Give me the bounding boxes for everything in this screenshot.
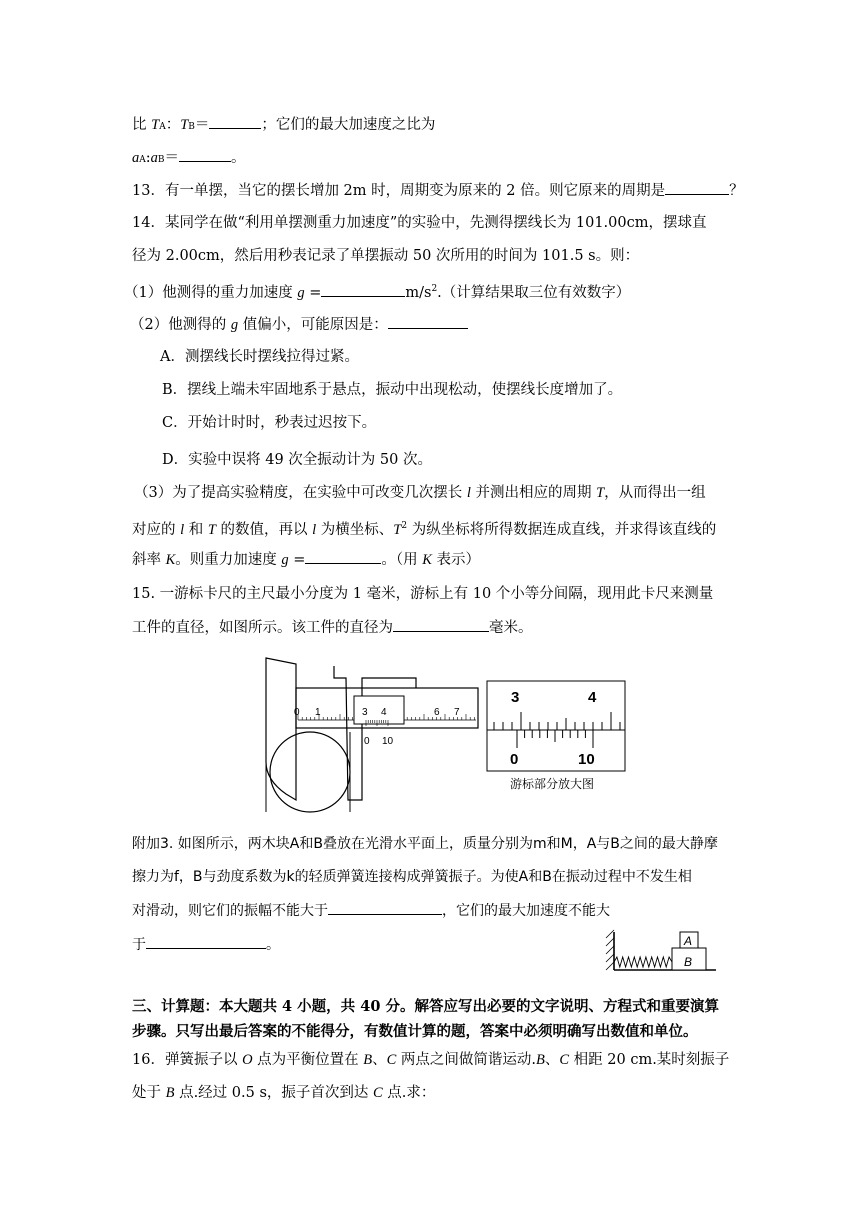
main-scale-label: 7 — [454, 707, 460, 718]
q14-line1: 14．某同学在做“利用单摆测重力加速度”的实验中，先测得摆线长为 101.00cm，摆球直 — [132, 215, 707, 231]
svg-text:B: B — [684, 955, 693, 969]
answer-blank[interactable] — [388, 314, 468, 329]
q12-ratio-line: 比 TA：TB＝ ；它们的最大加速度之比为 — [132, 114, 435, 137]
zoom-main-label: 4 — [588, 689, 597, 706]
answer-blank[interactable] — [209, 114, 261, 129]
spring-oscillator-figure — [604, 926, 720, 974]
answer-blank[interactable] — [321, 282, 405, 297]
vernier-caliper-figure — [236, 652, 486, 820]
q15-line1: 15. 一游标卡尺的主尺最小分度为 1 毫米，游标上有 10 个小等分间隔，现用此卡尺来测量 — [132, 586, 714, 602]
extra3-line3: 对滑动，则它们的振幅不能大于 ，它们的最大加速度不能大 — [132, 900, 610, 921]
answer-blank[interactable] — [665, 180, 729, 195]
vernier-scale-label: 10 — [382, 736, 394, 747]
answer-blank[interactable] — [179, 147, 231, 162]
main-scale-label: 4 — [381, 707, 387, 718]
svg-text:A: A — [684, 934, 693, 948]
vernier-zoom-figure — [486, 680, 628, 796]
main-scale-label: 6 — [434, 707, 440, 718]
q14-option-d: D．实验中误将 49 次全振动计为 50 次。 — [162, 452, 432, 468]
q14-part1: （1）他测得的重力加速度 $g = m/s^2$.（计算结果取三位有效数字） — [124, 279, 630, 303]
q14-line2: 径为 2.00cm，然后用秒表记录了单摆振动 50 次所用的时间为 101.5 s。则： — [132, 248, 640, 264]
q14-part3-line3: 斜率 K。则重力加速度 g = 。（用 K 表示） — [132, 549, 480, 570]
answer-blank[interactable] — [146, 934, 266, 949]
zoom-vernier-label: 10 — [578, 751, 595, 768]
main-scale-label: 1 — [315, 707, 321, 718]
main-scale-label: 3 — [362, 707, 368, 718]
q14-part3-line1: （3）为了提高实验精度，在实验中可改变几次摆长 l 并测出相应的周期 T，从而得出一组 — [134, 485, 706, 501]
section3-heading-line1: 三、计算题：本大题共 4 小题，共 40 分。解答应写出必要的文字说明、方程式和重要演算 — [132, 998, 719, 1015]
q14-option-b: B．摆线上端未牢固地系于悬点，振动中出现松动，使摆线长度增加了。 — [162, 382, 623, 398]
q14-option-c: C．开始计时时，秒表过迟按下。 — [162, 415, 377, 431]
q14-part2: （2）他测得的 g 值偏小，可能原因是： — [130, 314, 468, 335]
section3-heading-line2: 步骤。只写出最后答案的不能得分，有数值计算的题，答案中必须明确写出数值和单位。 — [132, 1023, 698, 1040]
q16-line1: 16．弹簧振子以 O 点为平衡位置在 B、C 两点之间做简谐运动.B、C 相距 20 cm.某时刻振子 — [132, 1052, 730, 1068]
q13-question: 13．有一单摆，当它的摆长增加 2m 时，周期变为原来的 2 倍。则它原来的周期是 ？ — [132, 180, 744, 201]
zoom-vernier-label: 0 — [510, 751, 519, 768]
extra3-line1: 附加3. 如图所示，两木块A和B叠放在光滑水平面上，质量分别为m和M，A与B之间的最大静摩 — [132, 836, 718, 852]
answer-blank[interactable] — [393, 617, 489, 632]
q14-option-a: A．测摆线长时摆线拉得过紧。 — [160, 349, 359, 365]
vernier-scale-label: 0 — [364, 736, 370, 747]
answer-blank[interactable] — [328, 900, 442, 915]
q16-line2: 处于 B 点.经过 0.5 s，振子首次到达 C 点.求： — [132, 1085, 436, 1101]
extra3-line4: 于 。 — [132, 934, 280, 955]
main-scale-label: 0 — [294, 707, 300, 718]
extra3-line2: 擦力为f，B与劲度系数为k的轻质弹簧连接构成弹簧振子。为使A和B在振动过程中不发生相 — [132, 869, 692, 885]
zoom-caption: 游标部分放大图 — [510, 777, 595, 791]
answer-blank[interactable] — [305, 549, 381, 564]
q15-line2: 工件的直径，如图所示。该工件的直径为 毫米。 — [132, 617, 533, 638]
q14-part3-line2: 对应的 l 和 T 的数值，再以 l 为横坐标、$T^2$ 为纵坐标将所得数据连成直线，并求得该直线的 — [132, 521, 717, 538]
q12-accel-line: aA:aB＝ 。 — [132, 147, 246, 170]
zoom-main-label: 3 — [511, 689, 520, 706]
